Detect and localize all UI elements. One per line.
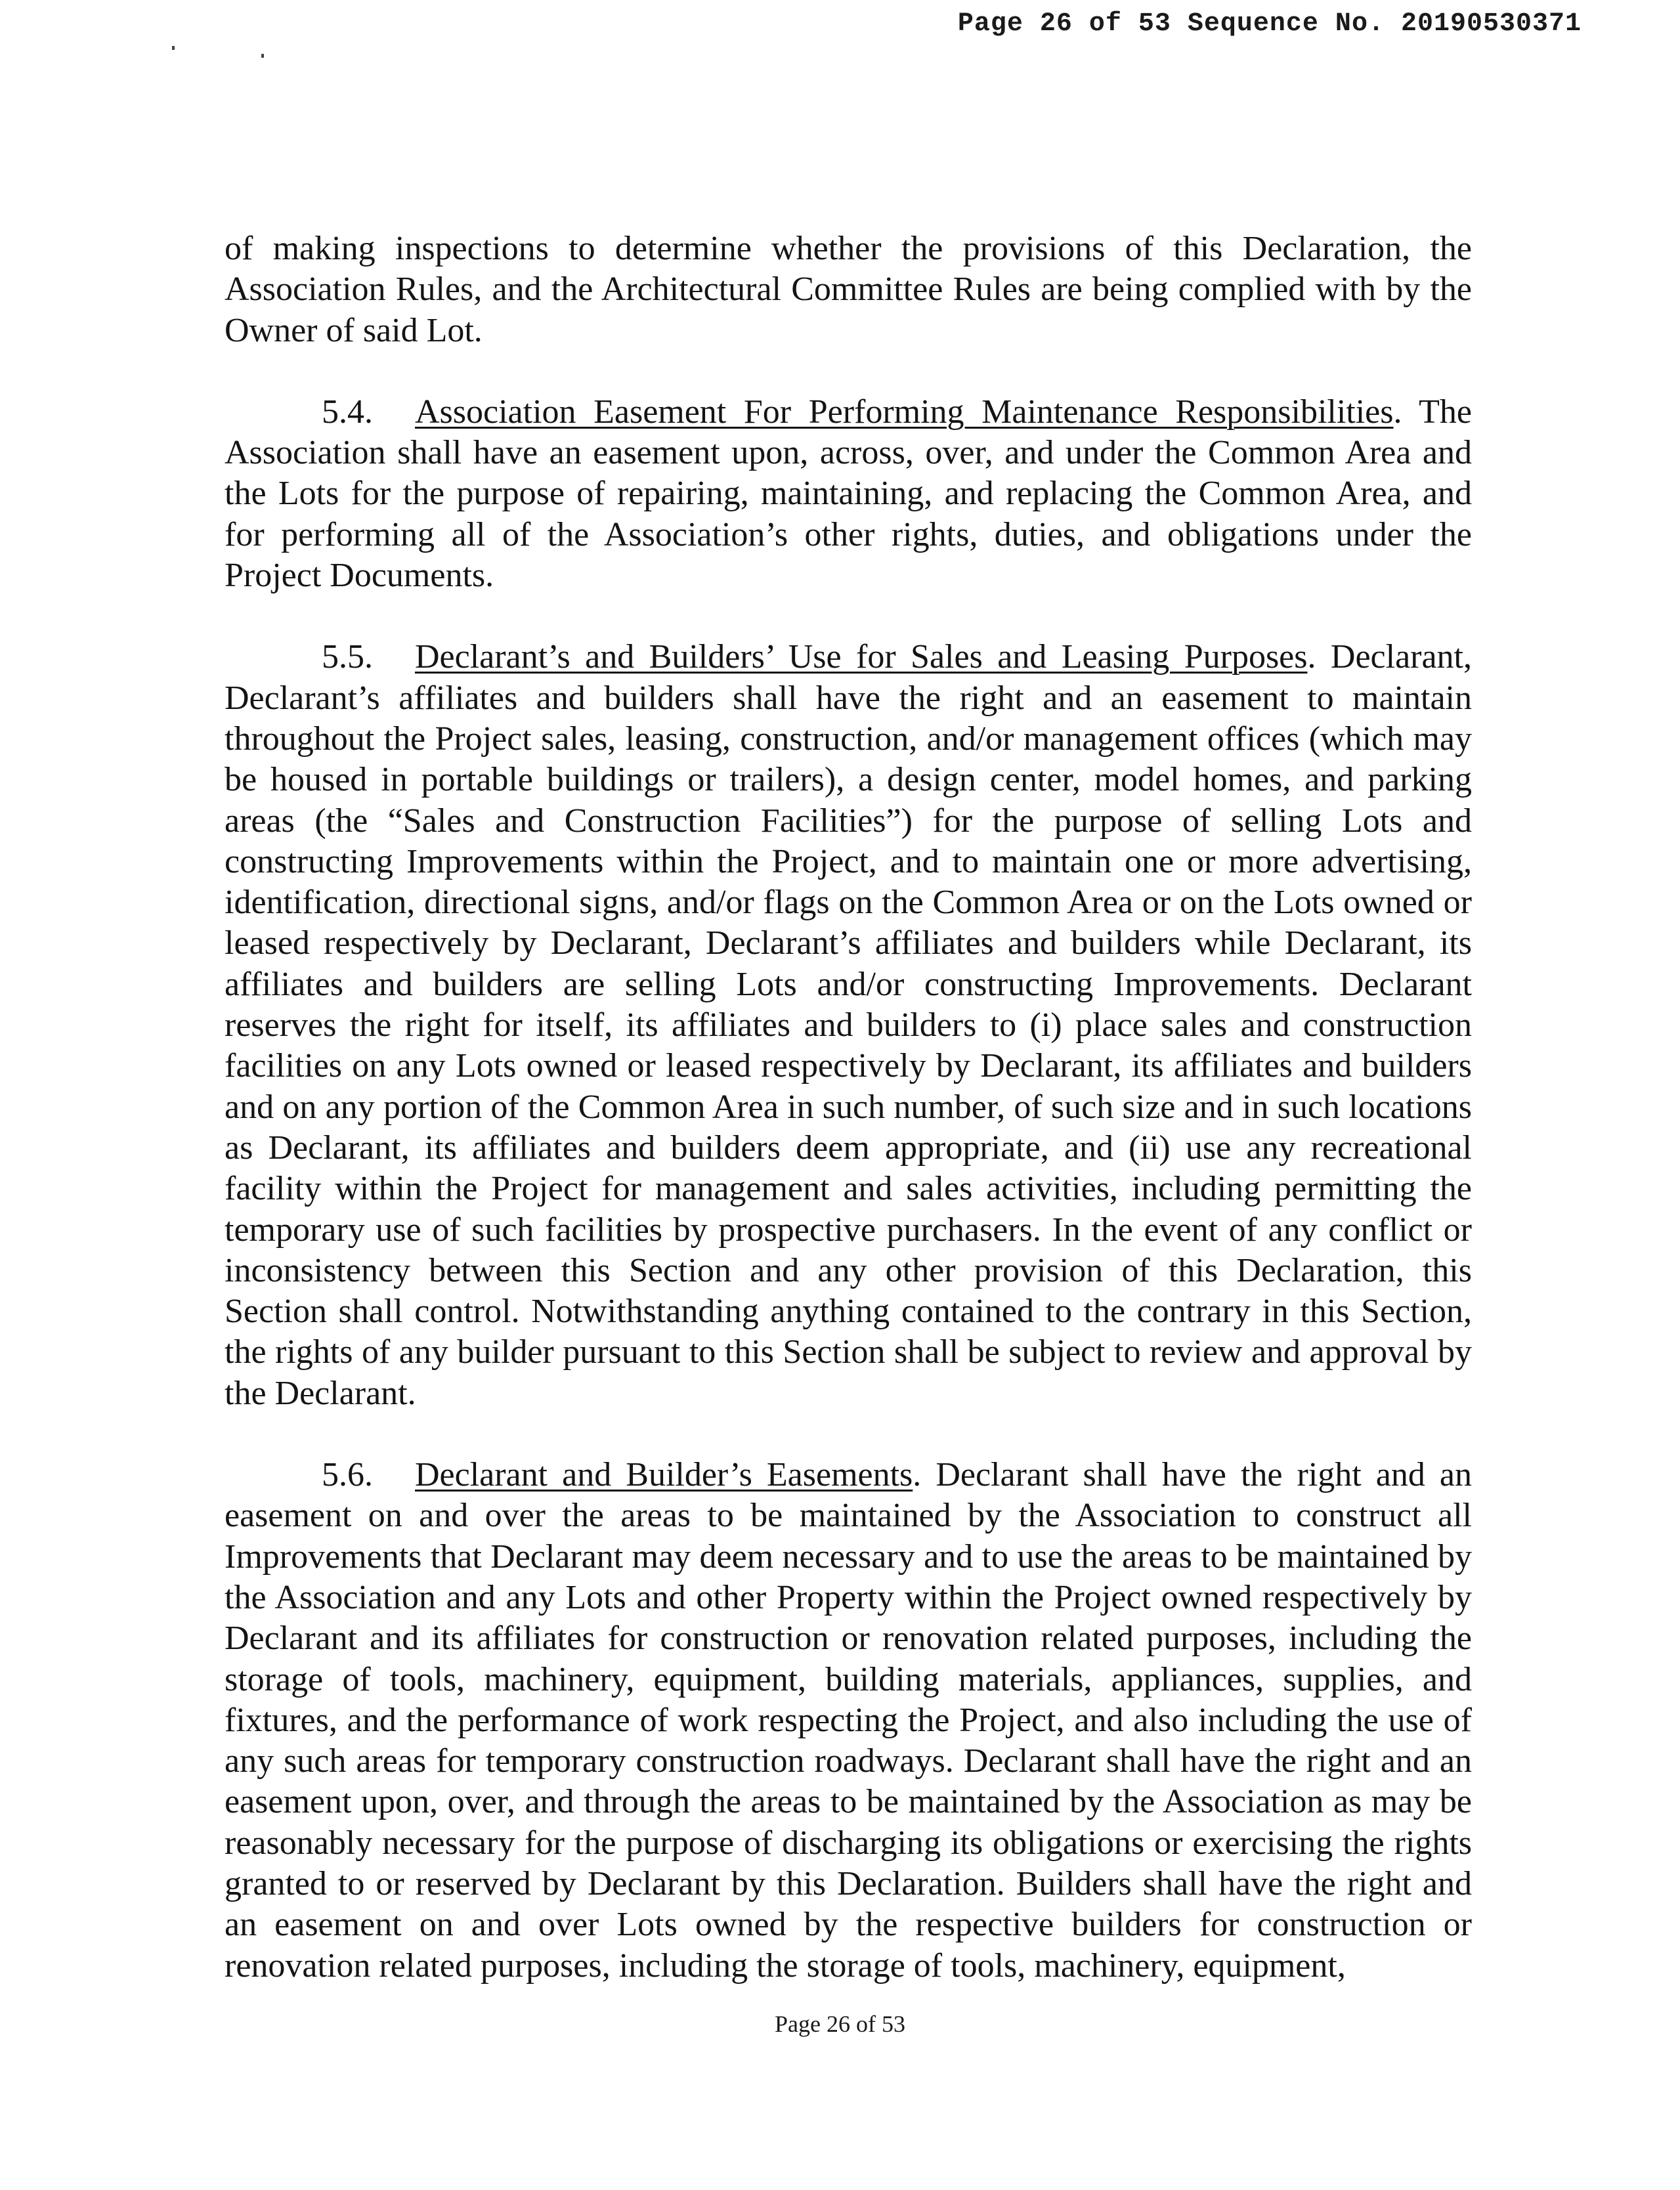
- section-title-period: .: [913, 1456, 922, 1494]
- document-body: [225, 228, 1472, 2027]
- section-number: 5.5.: [322, 638, 373, 676]
- section-5-6: [225, 1455, 1472, 1986]
- continuation-paragraph: of making inspections to determine whether the provisions of this Declaration, the Association Rules, and the Architectural Committee Rules are being complied with by the Owner of said Lot.: [225, 230, 1472, 349]
- section-number: 5.4.: [322, 393, 373, 431]
- section-title-period: .: [1307, 638, 1316, 676]
- section-text: Declarant, Declarant’s affiliates and builders shall have the right and an easement to maintain throughout the Project sales, leasing, construction, and/or management offices (which may be housed in portable buildings or trailers), a design center, model homes, and parking areas (the “Sales and Construction Facilities”) for the purpose of selling Lots and constructing Improvements within the Project, and to maintain one or more advertising, identification, directional signs, and/or flags on the Common Area or on the Lots owned or leased respectively by Declarant, Declarant’s affiliates and builders while Declarant, its affiliates and builders are selling Lots and/or constructing Improvements. Declarant reserves the right for itself, its affiliates and builders to (i) place sales and construction facilities on any Lots owned or leased respectively by Declarant, its affiliates and builders and on any portion of the Common Area in such number, of such size and in such locations as Declarant, its affiliates and builders deem appropriate, and (ii) use any recreational facility within the Project for management and sales activities, including permitting the temporary use of such facilities by prospective purchasers. In the event of any conflict or inconsistency between this Section and any other provision of this Declaration, this Section shall control. Notwithstanding anything contained to the contrary in this Section, the rights of any builder pursuant to this Section shall be subject to review and approval by the Declarant.: [225, 638, 1472, 1412]
- scan-speck: [172, 46, 175, 50]
- section-number: 5.6.: [322, 1456, 373, 1494]
- section-text: The Association shall have an easement upon, across, over, and under the Common Area and the Lots for the purpose of repairing, maintaining, and replacing the Common Area, and for performing all of the Association’s other rights, duties, and obligations under the Project Documents.: [225, 393, 1473, 595]
- section-5-5: [225, 637, 1472, 1414]
- recording-stamp: Page 26 of 53 Sequence No. 20190530371: [957, 9, 1582, 39]
- page-footer: Page 26 of 53: [775, 2011, 905, 2037]
- scan-speck: [261, 54, 264, 58]
- section-title: Association Easement For Performing Maintenance Responsibilities: [415, 393, 1394, 431]
- section-title: Declarant and Builder’s Easements: [415, 1456, 913, 1494]
- section-title: Declarant’s and Builders’ Use for Sales and Leasing Purposes: [415, 638, 1308, 676]
- section-5-4: [225, 392, 1472, 596]
- section-title-period: .: [1393, 393, 1402, 431]
- section-text: Declarant shall have the right and an easement on and over the areas to be maintained by the Association to construct all Improvements that Declarant may deem necessary and to use the areas to be maintained by the Association and any Lots and other Property within the Project owned respectively by Declarant and its affiliates for construction or renovation related purposes, including the storage of tools, machinery, equipment, building materials, appliances, supplies, and fixtures, and the performance of work respecting the Project, and also including the use of any such areas for temporary construction roadways. Declarant shall have the right and an easement upon, over, and through the areas to be maintained by the Association as may be reasonably necessary for the purpose of discharging its obligations or exercising the rights granted to or reserved by Declarant by this Declaration. Builders shall have the right and an easement on and over Lots owned by the respective builders for construction or renovation related purposes, including the storage of tools, machinery, equipment,: [225, 1456, 1472, 1985]
